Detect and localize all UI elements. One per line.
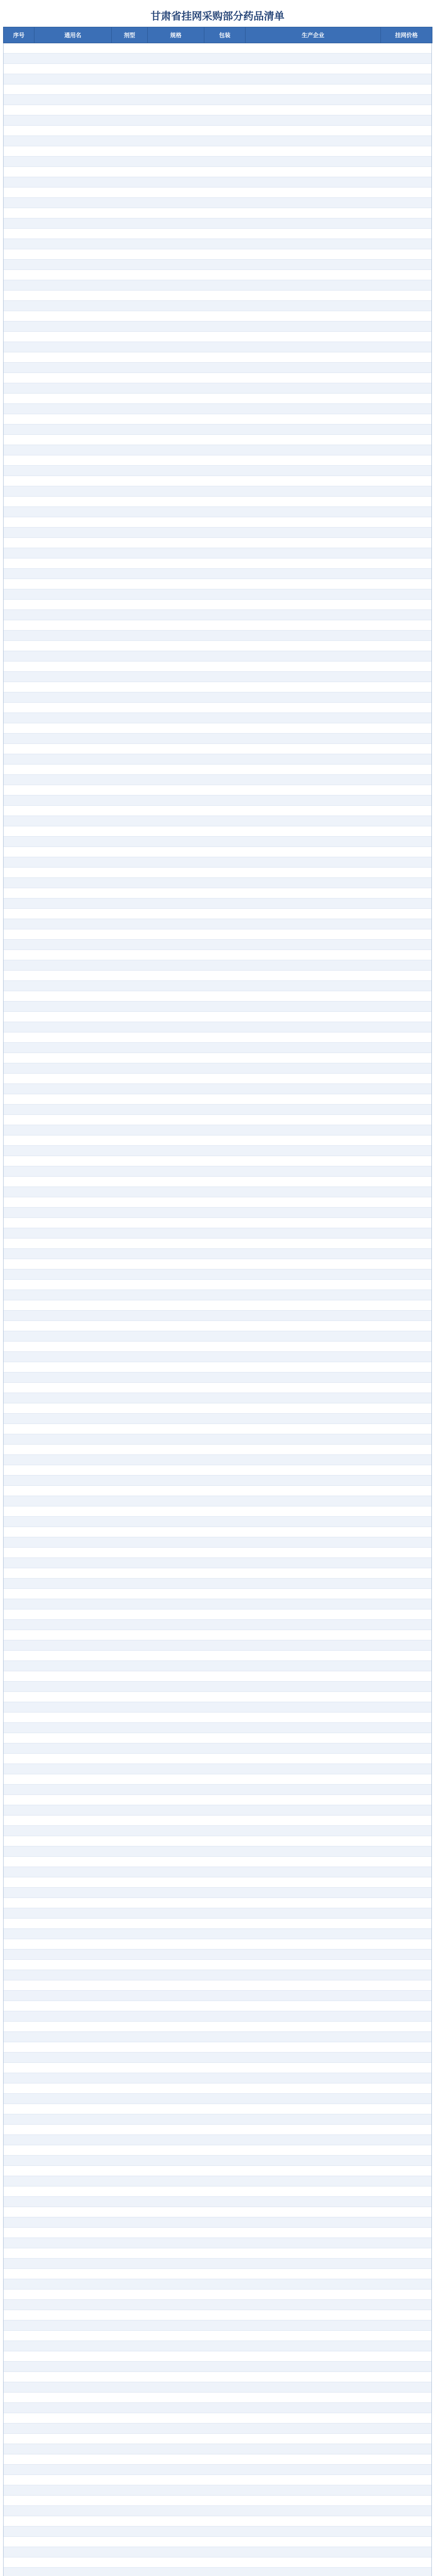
column-header: 通用名 [34,27,112,43]
column-header: 挂网价格 [381,27,432,43]
drug-list-table [3,27,432,43]
table-header-row [4,27,432,43]
page-title: 甘肃省挂网采购部分药品清单 [150,10,285,22]
table-body-area [3,43,432,2576]
column-header: 包装 [204,27,246,43]
column-header: 规格 [148,27,204,43]
column-header: 剂型 [112,27,148,43]
column-header: 生产企业 [246,27,381,43]
column-header: 序号 [4,27,34,43]
